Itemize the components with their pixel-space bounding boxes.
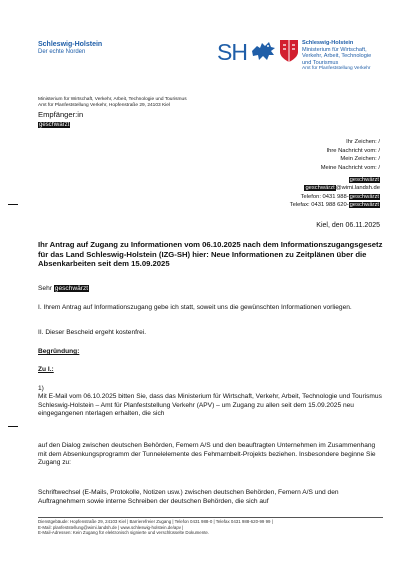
fax-prefix: Telefax: 0431 988 620- xyxy=(289,202,349,209)
lion-crest-icon xyxy=(249,37,277,65)
fold-mark xyxy=(8,426,18,427)
paragraph-correspondence: Schriftwechsel (E-Mails, Protokolle, Notizen usw.) zwischen deutschen Behörden, Femern A/S und den Auftragnehmern sowie interne Schreiben der deutschen Behörden, die sich auf xyxy=(38,489,339,505)
redacted-email: geschwärzt xyxy=(305,185,335,192)
email-domain: @wimi.landsh.de xyxy=(335,185,380,192)
footer-divider xyxy=(38,517,383,518)
redacted-fax: geschwärzt xyxy=(349,202,379,209)
sh-logo-letters: SH xyxy=(217,39,247,65)
paragraph-i: I. Ihrem Antrag auf Informationszugang gebe ich statt, soweit uns die gewünschten Informationen vorliegen. xyxy=(38,304,352,311)
ministry-line: Verkehr, Arbeit, Technologie xyxy=(302,53,372,59)
paragraph-ii: II. Dieser Bescheid ergeht kostenfrei. xyxy=(38,329,147,336)
paragraph-request: Mit E-Mail vom 06.10.2025 bitten Sie, dass das Ministerium für Wirtschaft, Verkehr, Arbeit, Technologie und Tourismus Schleswig-Holstein – Amt für Planfeststellung Verkehr (APV) – um Zugang zu allen seit dem 15.09.2025 neu eingegangenen nterlagen erhalten, die sich xyxy=(38,393,382,418)
ministry-line: Schleswig-Holstein xyxy=(302,40,354,46)
salutation xyxy=(38,285,383,294)
ministry-line: Ministerium für Wirtschaft, xyxy=(302,46,367,53)
sender-line: Amt für Planfeststellung Verkehr, Hopfenstraße 29, 24103 Kiel xyxy=(38,102,170,108)
reference-line: Ihre Nachricht vom: / xyxy=(326,147,380,154)
redacted-salutation: geschwärzt xyxy=(54,285,89,292)
redacted-phone: geschwärzt xyxy=(349,193,379,200)
recipient-block xyxy=(38,110,83,130)
footer-line: Dienstgebäude: Hopfenstraße 29, 24103 Kiel | Barrierefreier Zugang | Telefon 0431 988-0 | Telefax 0431 988-620-99 99 | xyxy=(38,519,273,524)
heading-begruendung: Begründung: xyxy=(38,348,80,355)
ministry-line: Amt für Planfeststellung Verkehr xyxy=(302,66,371,71)
state-name: Schleswig-Holstein xyxy=(38,41,103,48)
sender-line: Ministerium für Wirtschaft, Verkehr, Arbeit, Technologie und Tourismus xyxy=(38,97,187,102)
state-tagline: Der echte Norden xyxy=(38,49,86,55)
heading-zu-i: Zu I.: xyxy=(38,366,54,373)
reference-line: Mein Zeichen: / xyxy=(340,156,380,162)
footer xyxy=(38,519,383,536)
subject-line: Ihr Antrag auf Zugang zu Informationen vom 06.10.2025 nach dem Informationszugangsgesetz für das Land Schleswig-Holstein (IZG-SH) hier: Neue Informationen zu Zeitplänen über die Absenkarbeiten seit dem 15.09.2025 xyxy=(38,240,383,269)
redacted-recipient: geschwärzt xyxy=(39,122,70,128)
item-number: 1) xyxy=(38,385,44,392)
reference-block xyxy=(321,138,380,172)
salutation-prefix: Sehr xyxy=(38,285,52,292)
letter-date: Kiel, den 06.11.2025 xyxy=(316,222,380,229)
reference-line: Ihr Zeichen: / xyxy=(346,139,380,145)
recipient-label: Empfänger:in xyxy=(38,110,84,119)
ministry-line: und Tourismus xyxy=(302,59,339,66)
paragraph-dialog: auf den Dialog zwischen deutschen Behörden, Femern A/S und den beauftragten Unternehmen im Zusammenhang mit dem Absenkungsprogramm der Tunnelelemente des Fehmarnbelt-Projekts beziehen. Insbesondere beginne Sie Zugang zu: xyxy=(38,442,376,467)
reference-line: Meine Nachricht vom: / xyxy=(320,164,380,171)
ministry-block xyxy=(302,40,408,73)
phone-prefix: Telefon: 0431 988- xyxy=(300,193,349,200)
fold-mark xyxy=(8,204,18,205)
redacted-contact-name: geschwärzt xyxy=(349,177,379,183)
footer-line: E-Mail: planfeststellung@wimi.landsh.de | www.schleswig-holstein.de/apv | xyxy=(38,524,184,530)
footer-line: E-Mail-Adressen: Kein Zugang für elektronisch signierte und verschlüsselte Dokumente. xyxy=(38,530,210,536)
coat-of-arms-icon xyxy=(279,39,299,63)
contact-block xyxy=(290,176,380,210)
sender-address xyxy=(38,97,187,108)
